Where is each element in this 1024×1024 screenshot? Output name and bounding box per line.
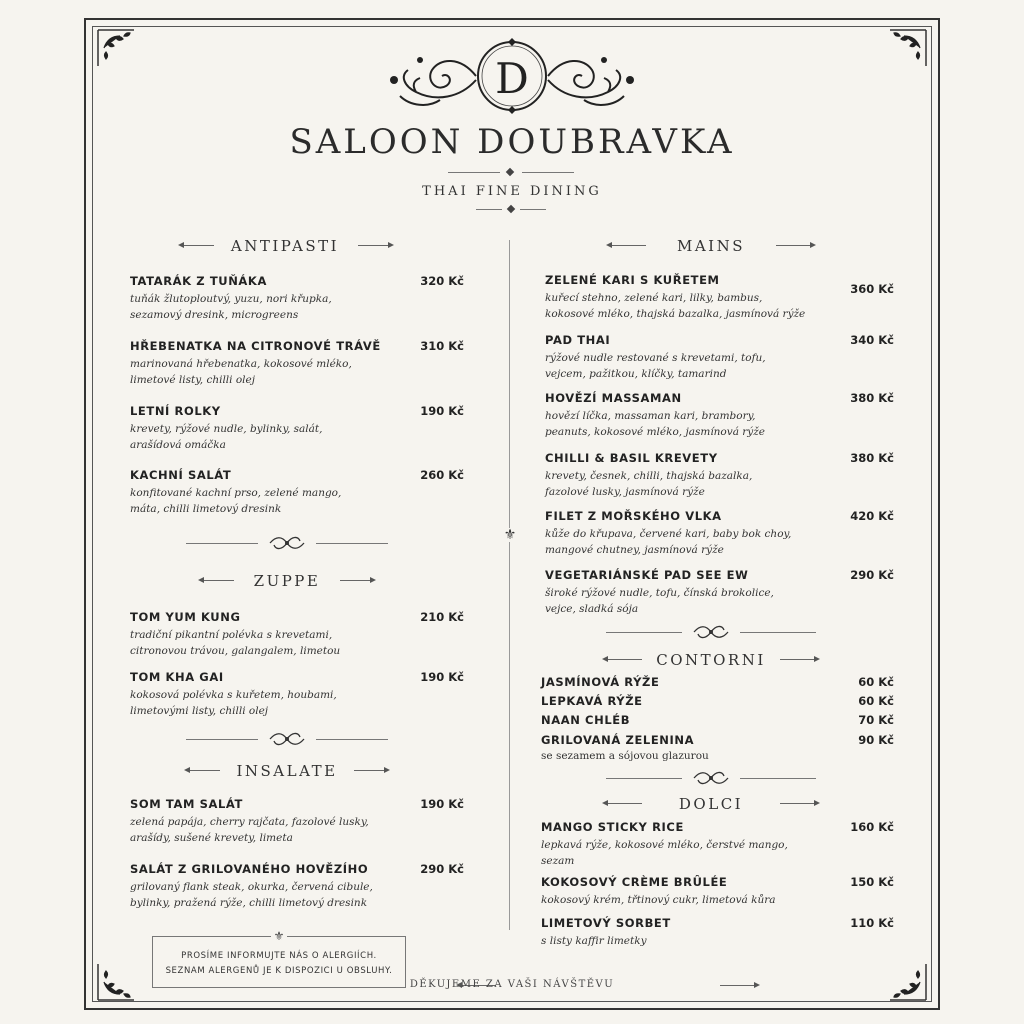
item-description: krevety, rýžové nudle, bylinky, salát, arašídová omáčka [130, 423, 323, 451]
item-name: JASMÍNOVÁ RÝŽE [541, 675, 660, 689]
item-description: kuřecí stehno, zelené kari, lilky, bambus, kokosové mléko, thajská bazalka, jasmínová rýže [545, 292, 806, 320]
item-description: marinovaná hřebenatka, kokosové mléko, limetové listy, chilli olej [130, 358, 352, 386]
thank-you-note: DĚKUJEME ZA VAŠI NÁVŠTĚVU [409, 979, 615, 990]
arrow-right-icon [780, 659, 814, 660]
arrow-left-icon [190, 770, 220, 771]
menu-item [545, 568, 774, 617]
menu-item [541, 820, 788, 869]
item-description: hovězí líčka, massaman kari, brambory, peanuts, kokosové mléko, jasmínová rýže [545, 410, 765, 438]
restaurant-name: SALOON DOUBRAVKA [289, 122, 735, 162]
item-description: kůže do křupava, červené kari, baby bok choy, mangové chutney, jasmínová rýže [545, 528, 792, 556]
item-name: TOM YUM KUNG [130, 610, 241, 624]
item-name: TOM KHA GAI [130, 670, 224, 684]
item-description: rýžové nudle restované s krevetami, tofu, vejcem, pažitkou, klíčky, tamarind [545, 352, 766, 380]
section-title-contorni: CONTORNI [656, 651, 766, 669]
arrow-left-icon [204, 580, 234, 581]
menu-item [545, 509, 791, 558]
item-price: 260 Kč [420, 468, 464, 482]
item-description: s listy kaffir limetky [541, 935, 647, 947]
flourish-ornament-icon [268, 536, 306, 550]
menu-item [130, 339, 381, 388]
item-name: SALÁT Z GRILOVANÉHO HOVĚZÍHO [130, 862, 369, 876]
divider-line [520, 209, 546, 210]
item-name: ZELENÉ KARI S KUŘETEM [545, 273, 720, 287]
menu-item [130, 468, 341, 517]
arrow-right-icon [340, 580, 370, 581]
item-description: zelená papája, cherry rajčata, fazolové lusky, arašídy, sušené krevety, limeta [130, 816, 369, 844]
corner-ornament-icon [886, 26, 930, 70]
menu-item [541, 733, 709, 764]
divider-line [448, 172, 500, 173]
divider-line [740, 778, 816, 779]
menu-item [130, 797, 369, 846]
arrow-left-icon [184, 245, 214, 246]
item-price: 380 Kč [850, 391, 894, 405]
menu-item [130, 862, 373, 911]
item-name: CHILLI & BASIL KREVETY [545, 451, 718, 465]
fleur-ornament-icon: ⚜ [503, 527, 517, 543]
item-price: 60 Kč [858, 675, 894, 689]
section-title-antipasti: ANTIPASTI [230, 237, 340, 255]
arrow-right-icon [720, 985, 754, 986]
menu-item [541, 875, 776, 908]
item-price: 320 Kč [420, 274, 464, 288]
arrow-right-icon [780, 803, 814, 804]
flourish-ornament-icon [692, 625, 730, 639]
item-name: NAAN CHLÉB [541, 713, 631, 727]
section-title-dolci: DOLCI [678, 795, 744, 813]
item-description: krevety, česnek, chilli, thajská bazalka, fazolové lusky, jasmínová rýže [545, 470, 753, 498]
item-description: tradiční pikantní polévka s krevetami, citronovou trávou, galangalem, limetou [130, 629, 341, 657]
item-name: LETNÍ ROLKY [130, 404, 221, 418]
item-price: 420 Kč [850, 509, 894, 523]
item-name: KOKOSOVÝ CRÈME BRÛLÉE [541, 875, 728, 889]
item-price: 190 Kč [420, 670, 464, 684]
item-name: GRILOVANÁ ZELENINA [541, 733, 695, 747]
item-price: 160 Kč [850, 820, 894, 834]
item-description: kokosový krém, třtinový cukr, limetová kůra [541, 894, 776, 906]
allergen-notice-line: PROSÍME INFORMUJTE NÁS O ALERGIÍCH. [181, 951, 377, 961]
item-name: LIMETOVÝ SORBET [541, 916, 671, 930]
menu-item [545, 333, 766, 382]
divider-line [316, 543, 388, 544]
section-title-mains: MAINS [676, 237, 746, 255]
item-price: 290 Kč [850, 568, 894, 582]
item-price: 190 Kč [420, 797, 464, 811]
item-name: HŘEBENATKA NA CITRONOVÉ TRÁVĚ [130, 339, 381, 353]
corner-ornament-icon [94, 26, 138, 70]
arrow-left-icon [612, 245, 646, 246]
item-price: 210 Kč [420, 610, 464, 624]
divider-line [522, 172, 574, 173]
item-description: kokosová polévka s kuřetem, houbami, limetovými listy, chilli olej [130, 689, 337, 717]
item-name: SOM TAM SALÁT [130, 797, 243, 811]
item-price: 360 Kč [850, 282, 894, 296]
item-price: 70 Kč [858, 713, 894, 727]
divider-line [316, 739, 388, 740]
item-name: LEPKAVÁ RÝŽE [541, 694, 643, 708]
item-name: KACHNÍ SALÁT [130, 468, 232, 482]
divider-line [186, 739, 258, 740]
menu-item [541, 694, 643, 708]
divider-line [740, 632, 816, 633]
item-price: 110 Kč [850, 916, 894, 930]
item-name: VEGETARIÁNSKÉ PAD SEE EW [545, 568, 749, 582]
flourish-ornament-icon [692, 771, 730, 785]
item-name: HOVĚZÍ MASSAMAN [545, 391, 682, 405]
arrow-left-icon [608, 659, 642, 660]
item-name: MANGO STICKY RICE [541, 820, 684, 834]
section-title-insalate: INSALATE [236, 762, 338, 780]
item-price: 150 Kč [850, 875, 894, 889]
item-description: tuňák žlutoploutvý, yuzu, nori křupka, sezamový dresink, microgreens [130, 293, 332, 321]
column-divider [509, 240, 510, 930]
item-price: 340 Kč [850, 333, 894, 347]
item-price: 90 Kč [858, 733, 894, 747]
menu-item [545, 451, 752, 500]
item-price: 380 Kč [850, 451, 894, 465]
menu-item [130, 610, 340, 659]
monogram-letter: D [495, 54, 529, 103]
arrow-left-icon [608, 803, 642, 804]
menu-item [541, 916, 671, 949]
menu-item [545, 391, 765, 440]
item-description: konfitované kachní prso, zelené mango, máta, chilli limetový dresink [130, 487, 342, 515]
menu-item [130, 274, 332, 323]
item-name: TATARÁK Z TUŇÁKA [130, 274, 267, 288]
item-description: lepkavá rýže, kokosové mléko, čerstvé mango, sezam [541, 839, 788, 867]
divider-line [476, 209, 502, 210]
menu-item [130, 670, 337, 719]
flourish-ornament-icon [268, 732, 306, 746]
item-price: 310 Kč [420, 339, 464, 353]
item-price: 190 Kč [420, 404, 464, 418]
item-name: FILET Z MOŘSKÉHO VLKA [545, 509, 722, 523]
fleur-ornament-icon: ⚜ [271, 928, 287, 944]
item-description: široké rýžové nudle, tofu, čínská brokolice, vejce, sladká sója [545, 587, 774, 615]
menu-item [130, 404, 323, 453]
section-title-zuppe: ZUPPE [253, 572, 321, 590]
arrow-right-icon [358, 245, 388, 246]
item-price: 60 Kč [858, 694, 894, 708]
menu-item [541, 675, 659, 689]
menu-item [545, 273, 805, 322]
item-description: grilovaný flank steak, okurka, červená cibule, bylinky, pražená rýže, chilli limetový dresink [130, 881, 373, 909]
divider-line [606, 778, 682, 779]
item-description: se sezamem a sójovou glazurou [541, 750, 709, 762]
arrow-right-icon [354, 770, 384, 771]
allergen-notice-line: SEZNAM ALERGENŮ JE K DISPOZICI U OBSLUHY. [165, 966, 393, 976]
menu-item [541, 713, 630, 727]
divider-line [606, 632, 682, 633]
item-name: PAD THAI [545, 333, 611, 347]
restaurant-tagline: THAI FINE DINING [422, 184, 602, 199]
divider-line [186, 543, 258, 544]
item-price: 290 Kč [420, 862, 464, 876]
arrow-right-icon [776, 245, 810, 246]
